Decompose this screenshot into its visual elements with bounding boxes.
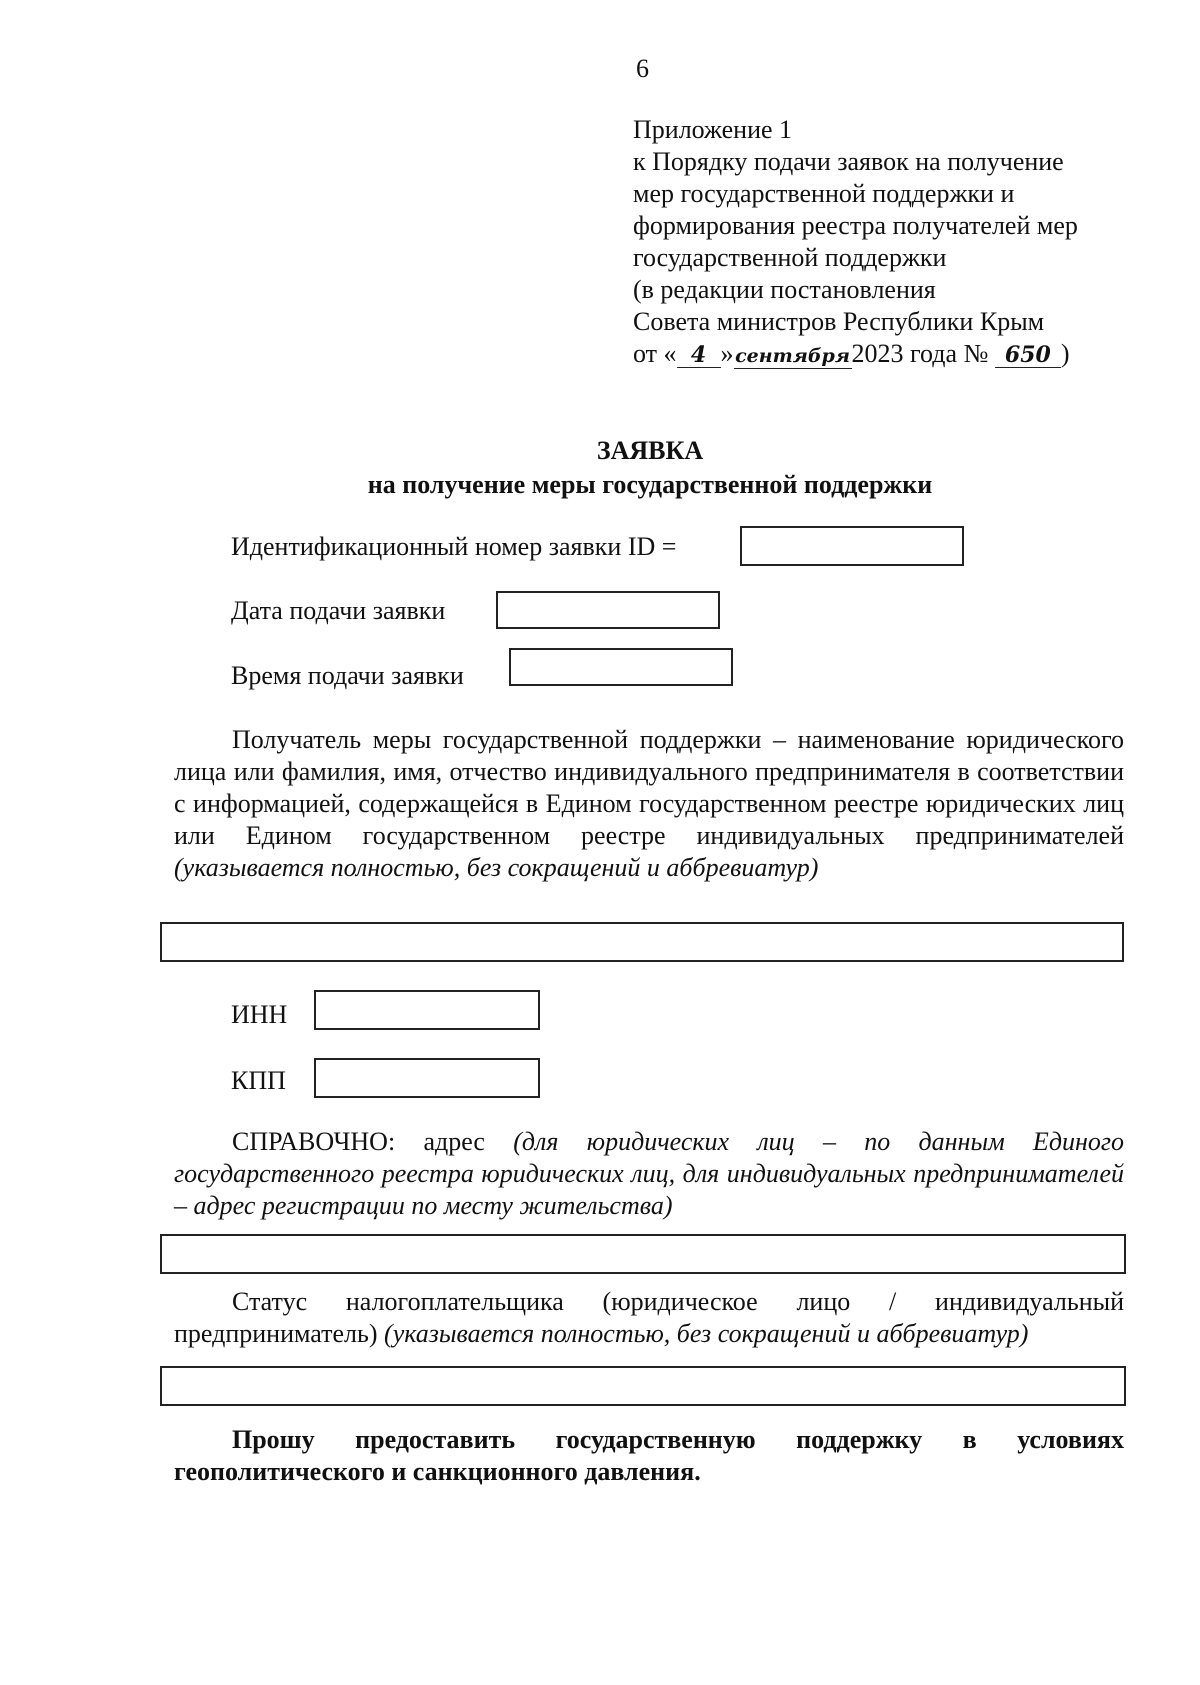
address-note: (для юридических лиц – по данным Единого государственного реестра юридических лиц, для индивидуальных предпринимателей – адрес регистрации по месту жительства) — [174, 1127, 1125, 1220]
appendix-line: Приложение 1 — [633, 115, 793, 144]
document-subtitle: на получение меры государственной поддержки — [367, 470, 933, 499]
kpp-label: КПП — [231, 1066, 286, 1095]
appendix-header — [633, 114, 1078, 370]
handwritten-day: 4 — [677, 343, 721, 368]
status-text: Статус налогоплательщика (юридическое лицо / индивидуальный предприниматель) — [174, 1287, 1124, 1348]
recipient-description — [174, 724, 1124, 884]
appendix-line: формирования реестра получателей мер — [633, 211, 1078, 240]
appendix-line: мер государственной поддержки и — [633, 179, 1015, 208]
support-request — [174, 1424, 1124, 1488]
submission-date-label: Дата подачи заявки — [231, 596, 446, 625]
document-title: ЗАЯВКА — [596, 436, 704, 465]
appendix-line: государственной поддержки — [633, 243, 947, 272]
address-field[interactable] — [160, 1234, 1126, 1274]
application-id-field[interactable] — [740, 526, 964, 566]
recipient-text: Получатель меры государственной поддержки – наименование юридического лица или фамилия, имя, отчество индивидуального предпринимателя в соответствии с информацией, содержащейся в Едином государственном реестре юридических лиц или Едином государственном реестре индивидуальных предпринимателей — [174, 725, 1124, 850]
taxpayer-status-field[interactable] — [160, 1366, 1126, 1406]
address-text: СПРАВОЧНО: адрес — [232, 1127, 514, 1156]
date-mid: » — [720, 339, 734, 368]
kpp-field[interactable] — [314, 1058, 540, 1098]
taxpayer-status-description — [174, 1286, 1124, 1350]
submission-time-label: Время подачи заявки — [231, 661, 464, 690]
appendix-line: Совета министров Республики Крым — [633, 307, 1045, 336]
inn-label: ИНН — [231, 1000, 288, 1029]
recipient-name-field[interactable] — [160, 922, 1124, 962]
date-suffix: ) — [1060, 339, 1070, 368]
recipient-note: (указывается полностью, без сокращений и аббревиатур) — [174, 853, 819, 882]
status-note: (указывается полностью, без сокращений и аббревиатур) — [384, 1319, 1029, 1348]
handwritten-month: сентября — [735, 345, 850, 367]
inn-field[interactable] — [314, 990, 540, 1030]
submission-time-field[interactable] — [509, 648, 733, 686]
handwritten-decree-number: 650 — [995, 343, 1061, 368]
request-text: Прошу предоставить государственную поддержку в условиях геополитического и санкционного давления. — [174, 1425, 1124, 1486]
date-prefix: от « — [633, 339, 677, 368]
application-id-label: Идентификационный номер заявки ID = — [231, 532, 677, 561]
appendix-line: (в редакции постановления — [633, 275, 936, 304]
appendix-line: к Порядку подачи заявок на получение — [633, 147, 1064, 176]
submission-date-field[interactable] — [496, 591, 720, 629]
appendix-date-line — [633, 338, 1078, 370]
page-number: 6 — [636, 54, 649, 83]
date-year: 2023 года № — [851, 339, 989, 368]
address-description — [174, 1126, 1124, 1222]
